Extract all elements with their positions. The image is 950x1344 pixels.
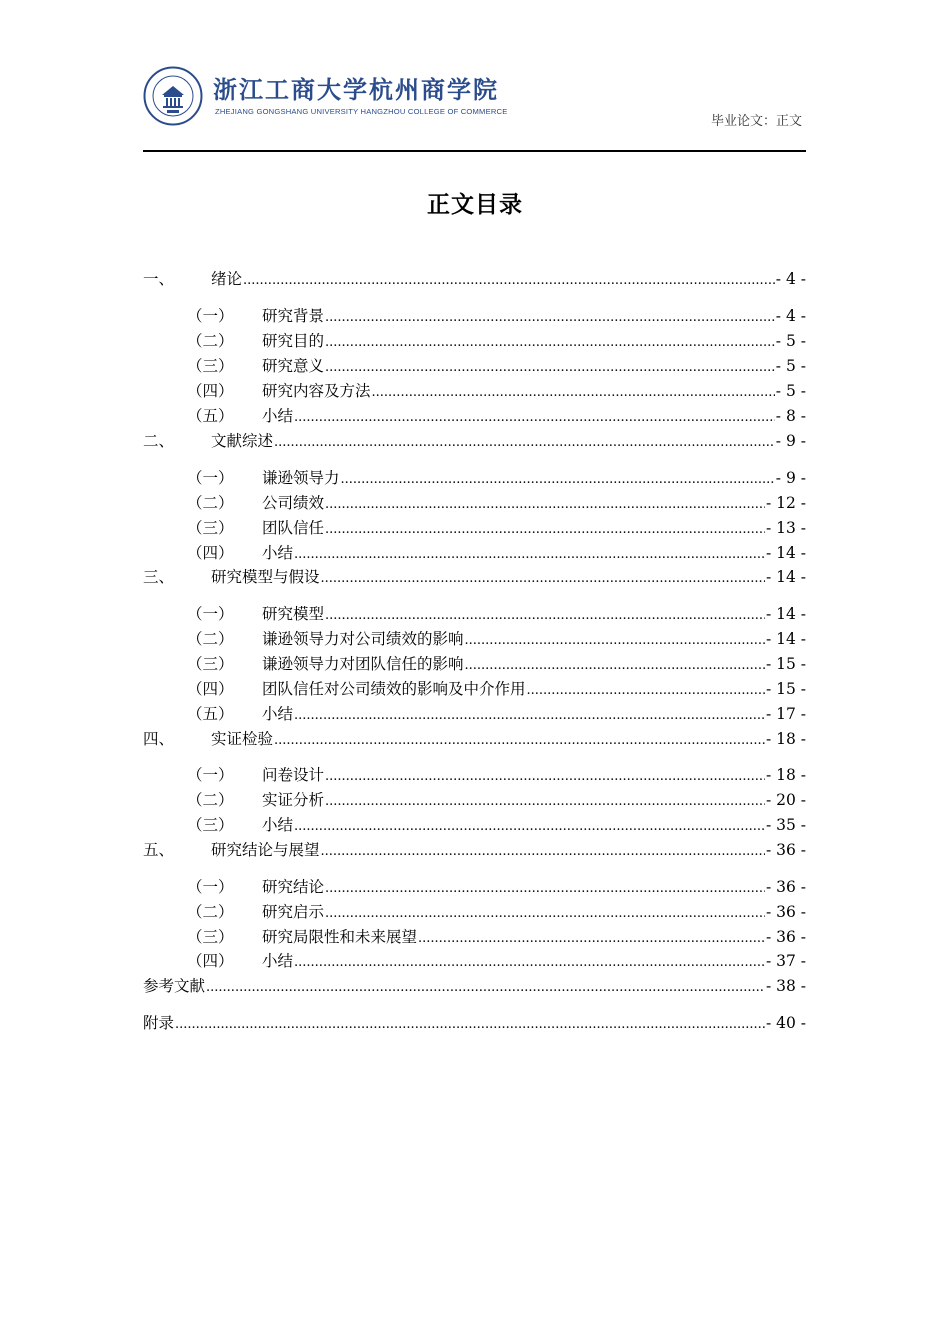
toc-entry[interactable] xyxy=(143,653,806,675)
toc-dot-leader xyxy=(325,330,775,354)
toc-entry[interactable] xyxy=(143,430,806,452)
toc-entry-page: - 40 - xyxy=(765,1014,806,1032)
toc-dot-leader xyxy=(243,268,775,292)
toc-entry-label: 谦逊领导力 xyxy=(262,469,340,487)
toc-entry-label: 文献综述 xyxy=(211,432,274,450)
toc-entry[interactable] xyxy=(143,950,806,972)
toc-entry[interactable] xyxy=(143,764,806,786)
toc-entry-label: 研究局限性和未来展望 xyxy=(262,928,418,946)
toc-entry-label: 谦逊领导力对公司绩效的影响 xyxy=(262,630,464,648)
toc-dot-leader xyxy=(206,975,765,999)
toc-entry-page: - 15 - xyxy=(765,655,806,673)
toc-dot-leader xyxy=(325,764,765,788)
toc-entry[interactable] xyxy=(143,926,806,948)
toc-entry[interactable] xyxy=(143,703,806,725)
toc-entry-page: - 17 - xyxy=(765,705,806,723)
toc-entry-number: （五） xyxy=(187,407,234,425)
toc-dot-leader xyxy=(325,789,765,813)
toc-entry-page: - 12 - xyxy=(765,494,806,512)
toc-entry-page: - 18 - xyxy=(765,730,806,748)
toc-entry-label: 问卷设计 xyxy=(262,766,325,784)
toc-entry-page: - 14 - xyxy=(765,544,806,562)
toc-dot-leader xyxy=(274,728,765,752)
toc-entry-label: 研究启示 xyxy=(262,903,325,921)
toc-entry-number: （一） xyxy=(187,766,234,784)
toc-entry-page: - 9 - xyxy=(775,469,806,487)
toc-dot-leader xyxy=(321,566,765,590)
toc-dot-leader xyxy=(294,405,775,429)
toc-entry-page: - 14 - xyxy=(765,605,806,623)
toc-dot-leader xyxy=(325,603,765,627)
toc-dot-leader xyxy=(294,950,765,974)
toc-entry[interactable] xyxy=(143,603,806,625)
toc-entry-label: 团队信任对公司绩效的影响及中介作用 xyxy=(262,680,526,698)
toc-entry-page: - 35 - xyxy=(765,816,806,834)
toc-entry-page: - 18 - xyxy=(765,766,806,784)
toc-entry-label: 小结 xyxy=(262,407,294,425)
toc-entry-number: （一） xyxy=(187,878,234,896)
toc-entry-number: （三） xyxy=(187,816,234,834)
toc-entry-number: （四） xyxy=(187,382,234,400)
toc-entry[interactable] xyxy=(143,405,806,427)
toc-entry-label: 谦逊领导力对团队信任的影响 xyxy=(262,655,464,673)
toc-dot-leader xyxy=(175,1012,765,1036)
toc-entry-number: （一） xyxy=(187,469,234,487)
toc-entry[interactable] xyxy=(143,839,806,861)
toc-entry[interactable] xyxy=(143,542,806,564)
toc-entry[interactable] xyxy=(143,628,806,650)
toc-entry-label: 研究模型 xyxy=(262,605,325,623)
toc-entry-number: （二） xyxy=(187,332,234,350)
toc-entry-number: （二） xyxy=(187,903,234,921)
toc-dot-leader xyxy=(341,467,775,491)
toc-entry-label: 参考文献 xyxy=(143,977,206,995)
toc-entry[interactable] xyxy=(143,876,806,898)
toc-entry[interactable] xyxy=(143,330,806,352)
toc-dot-leader xyxy=(294,703,765,727)
toc-entry-label: 研究内容及方法 xyxy=(262,382,371,400)
toc-entry-page: - 9 - xyxy=(775,432,806,450)
toc-entry[interactable] xyxy=(143,728,806,750)
toc-entry-label: 实证分析 xyxy=(262,791,325,809)
toc-entry-page: - 5 - xyxy=(775,332,806,350)
toc-entry-label: 研究背景 xyxy=(262,307,325,325)
page-header xyxy=(143,66,806,150)
toc-dot-leader xyxy=(294,542,765,566)
toc-entry-page: - 38 - xyxy=(765,977,806,995)
toc-entry[interactable] xyxy=(143,268,806,290)
toc-entry[interactable] xyxy=(143,1012,806,1034)
toc-entry-label: 绪论 xyxy=(211,270,243,288)
toc-dot-leader xyxy=(465,628,765,652)
toc-dot-leader xyxy=(325,492,765,516)
toc-entry-number: （二） xyxy=(187,791,234,809)
toc-entry-page: - 15 - xyxy=(765,680,806,698)
toc-entry[interactable] xyxy=(143,975,806,997)
toc-entry-page: - 14 - xyxy=(765,630,806,648)
toc-entry[interactable] xyxy=(143,467,806,489)
toc-entry-page: - 37 - xyxy=(765,952,806,970)
toc-entry-page: - 8 - xyxy=(775,407,806,425)
toc-entry-number: 四、 xyxy=(143,730,175,748)
toc-entry-number: （三） xyxy=(187,655,234,673)
toc-entry[interactable] xyxy=(143,789,806,811)
toc-entry-page: - 13 - xyxy=(765,519,806,537)
toc-entry-label: 小结 xyxy=(262,544,294,562)
toc-entry-number: （四） xyxy=(187,680,234,698)
toc-entry-page: - 36 - xyxy=(765,841,806,859)
document-label: 毕业论文：正文 xyxy=(710,114,802,129)
toc-entry-label: 团队信任 xyxy=(262,519,325,537)
toc-entry-label: 实证检验 xyxy=(211,730,274,748)
school-name-cn: 浙江工商大学杭州商学院 xyxy=(213,76,499,104)
university-seal-icon xyxy=(143,66,203,126)
toc-entry-page: - 4 - xyxy=(775,307,806,325)
toc-entry-number: 二、 xyxy=(143,432,175,450)
toc-entry-page: - 36 - xyxy=(765,878,806,896)
toc-entry-page: - 36 - xyxy=(765,903,806,921)
toc-entry-label: 小结 xyxy=(262,952,294,970)
toc-entry-number: （三） xyxy=(187,928,234,946)
toc-dot-leader xyxy=(321,839,765,863)
toc-entry-page: - 20 - xyxy=(765,791,806,809)
toc-entry-number: 三、 xyxy=(143,568,175,586)
toc-dot-leader xyxy=(325,876,765,900)
toc-dot-leader xyxy=(418,926,765,950)
toc-entry[interactable] xyxy=(143,814,806,836)
toc-entry-number: 五、 xyxy=(143,841,175,859)
toc-entry-page: - 14 - xyxy=(765,568,806,586)
toc-entry-label: 公司绩效 xyxy=(262,494,325,512)
toc-entry-number: （四） xyxy=(187,544,234,562)
toc-entry[interactable] xyxy=(143,678,806,700)
toc-entry-label: 研究模型与假设 xyxy=(211,568,320,586)
toc-entry-number: （二） xyxy=(187,630,234,648)
toc-dot-leader xyxy=(325,305,775,329)
toc-entry-label: 研究目的 xyxy=(262,332,325,350)
school-name-en: ZHEJIANG GONGSHANG UNIVERSITY HANGZHOU COLLEGE OF COMMERCE xyxy=(215,107,508,116)
toc-entry[interactable] xyxy=(143,492,806,514)
toc-dot-leader xyxy=(465,653,765,677)
toc-entry-label: 附录 xyxy=(143,1014,175,1032)
toc-dot-leader xyxy=(325,901,765,925)
toc-dot-leader xyxy=(325,355,775,379)
toc-entry[interactable] xyxy=(143,566,806,588)
toc-entry-number: （一） xyxy=(187,307,234,325)
toc-dot-leader xyxy=(274,430,775,454)
toc-entry[interactable] xyxy=(143,355,806,377)
page-title: 正文目录 xyxy=(427,192,523,218)
toc-entry-label: 小结 xyxy=(262,705,294,723)
toc-entry-number: 一、 xyxy=(143,270,175,288)
toc-dot-leader xyxy=(527,678,765,702)
toc-entry-number: （一） xyxy=(187,605,234,623)
toc-entry-number: （三） xyxy=(187,357,234,375)
toc-entry[interactable] xyxy=(143,901,806,923)
toc-entry-number: （三） xyxy=(187,519,234,537)
toc-dot-leader xyxy=(294,814,765,838)
toc-entry-label: 小结 xyxy=(262,816,294,834)
toc-entry-label: 研究结论 xyxy=(262,878,325,896)
toc-dot-leader xyxy=(372,380,775,404)
header-divider xyxy=(143,150,806,152)
toc-entry[interactable] xyxy=(143,517,806,539)
toc-entry-page: - 5 - xyxy=(775,382,806,400)
toc-entry-number: （五） xyxy=(187,705,234,723)
toc-entry-page: - 4 - xyxy=(775,270,806,288)
toc-entry[interactable] xyxy=(143,380,806,402)
toc-entry[interactable] xyxy=(143,305,806,327)
toc-entry-number: （四） xyxy=(187,952,234,970)
toc-dot-leader xyxy=(325,517,765,541)
toc-entry-page: - 36 - xyxy=(765,928,806,946)
toc-entry-page: - 5 - xyxy=(775,357,806,375)
toc-entry-label: 研究结论与展望 xyxy=(211,841,320,859)
toc-entry-number: （二） xyxy=(187,494,234,512)
toc-entry-label: 研究意义 xyxy=(262,357,325,375)
